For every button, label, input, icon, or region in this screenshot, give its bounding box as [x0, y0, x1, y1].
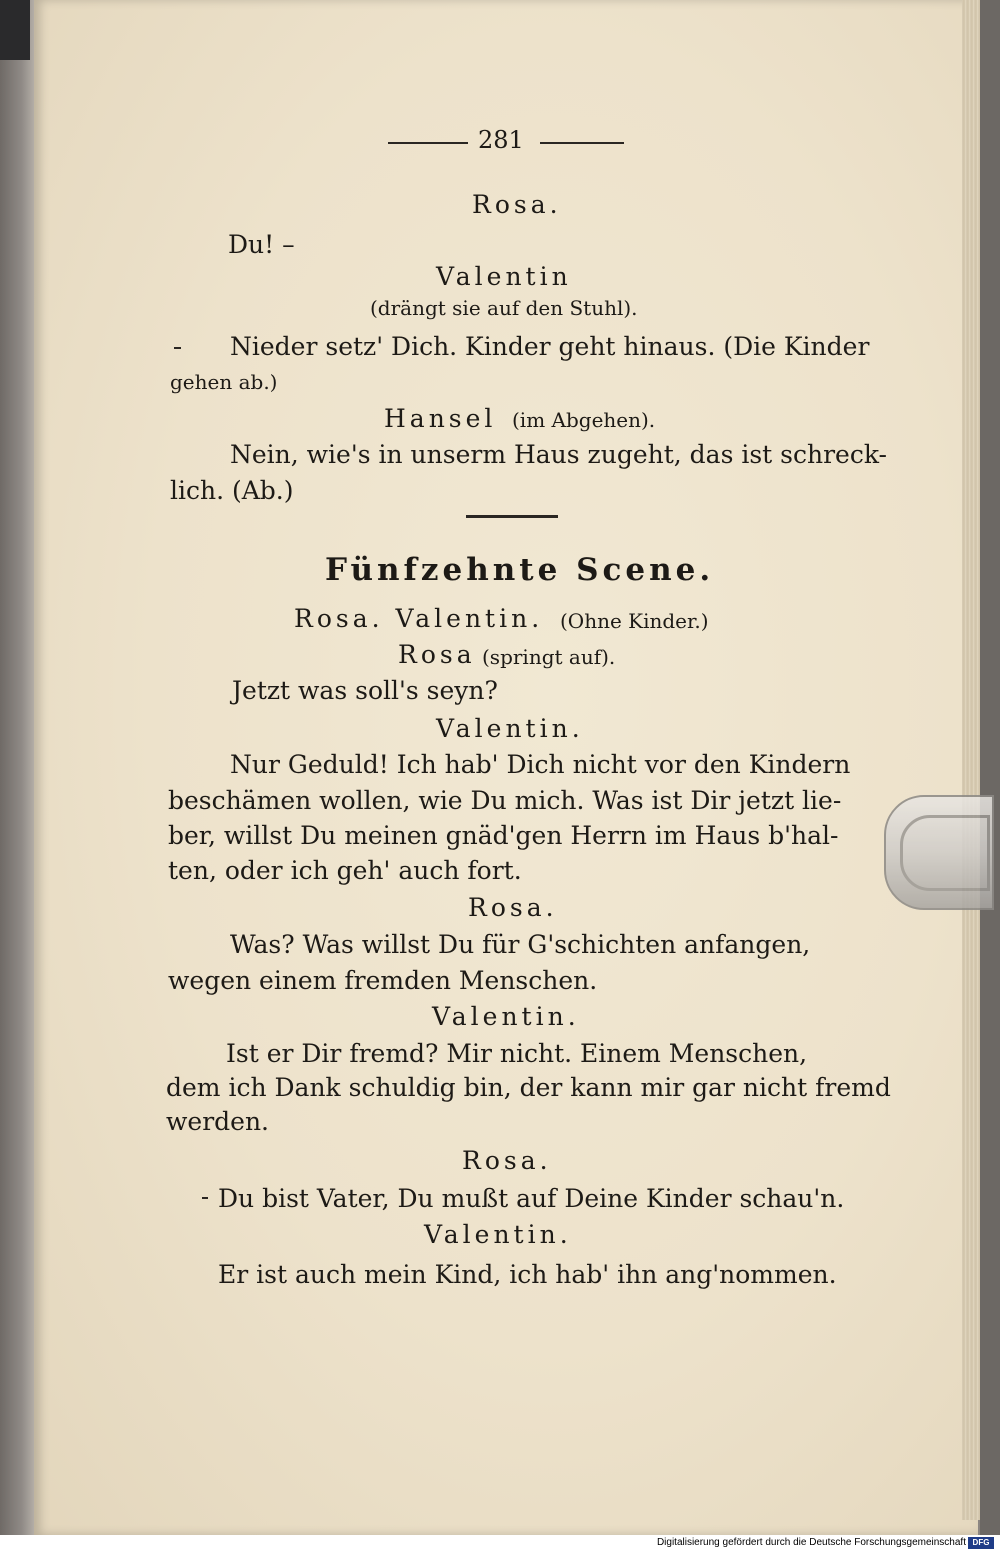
- dialogue-line: wegen einem fremden Menschen.: [168, 966, 598, 995]
- speaker-name: Rosa.: [472, 190, 562, 219]
- margin-mark: [174, 347, 181, 349]
- dialogue-line: Nein, wie's in unserm Haus zugeht, das ist schreck-: [230, 440, 888, 469]
- dfg-logo: DFG: [968, 1537, 994, 1549]
- dialogue-line: beschämen wollen, wie Du mich. Was ist Dir jetzt lie-: [168, 786, 842, 815]
- header-rule-right: [540, 142, 624, 144]
- dialogue-line: Was? Was willst Du für G'schichten anfangen,: [230, 930, 811, 959]
- page-clip: [884, 795, 994, 910]
- speaker-name: Valentin.: [436, 714, 584, 743]
- stage-direction: (Ohne Kinder.): [560, 609, 709, 633]
- dialogue-line: Ist er Dir fremd? Mir nicht. Einem Menschen,: [226, 1039, 808, 1068]
- book-cover-corner: [0, 0, 30, 60]
- page-number: 281: [478, 126, 524, 154]
- dialogue-line: Nur Geduld! Ich hab' Dich nicht vor den Kindern: [230, 750, 851, 779]
- speaker-name: Valentin: [436, 262, 572, 291]
- section-divider: [466, 515, 558, 518]
- dialogue-line: lich. (Ab.): [170, 476, 294, 505]
- dialogue-line: ber, willst Du meinen gnäd'gen Herrn im Haus b'hal-: [168, 821, 839, 850]
- dialogue-line: werden.: [166, 1107, 269, 1136]
- dialogue-line: Du! –: [228, 230, 295, 259]
- dialogue-line: Nieder setz' Dich. Kinder geht hinaus. (Die Kinder: [230, 332, 870, 361]
- scene-cast: Rosa. Valentin.: [294, 604, 544, 633]
- dialogue-line: Er ist auch mein Kind, ich hab' ihn ang'nommen.: [218, 1260, 837, 1289]
- margin-mark: [202, 1197, 208, 1199]
- dialogue-line: dem ich Dank schuldig bin, der kann mir gar nicht fremd: [166, 1073, 891, 1102]
- dialogue-line: Jetzt was soll's seyn?: [232, 676, 498, 705]
- dialogue-line: gehen ab.): [170, 370, 278, 394]
- book-cover-right: [980, 0, 1000, 1535]
- speaker-name: Hansel: [384, 404, 497, 433]
- scene-title: Fünfzehnte Scene.: [325, 552, 715, 588]
- digitization-credit: Digitalisierung gefördert durch die Deutsche Forschungsgemeinschaft: [656, 1537, 966, 1548]
- speaker-name: Rosa.: [468, 893, 558, 922]
- speaker-name: Valentin.: [432, 1002, 580, 1031]
- stage-direction: (im Abgehen).: [512, 408, 656, 432]
- speaker-name: Rosa.: [462, 1146, 552, 1175]
- speaker-name: Valentin.: [424, 1220, 572, 1249]
- stage-direction: (springt auf).: [482, 645, 616, 669]
- dialogue-line: Du bist Vater, Du mußt auf Deine Kinder schau'n.: [218, 1184, 845, 1213]
- book-cover-left: [0, 0, 36, 1535]
- stage-direction: (drängt sie auf den Stuhl).: [370, 296, 638, 320]
- header-rule-left: [388, 142, 468, 144]
- dialogue-line: ten, oder ich geh' auch fort.: [168, 856, 522, 885]
- speaker-name: Rosa: [398, 640, 476, 669]
